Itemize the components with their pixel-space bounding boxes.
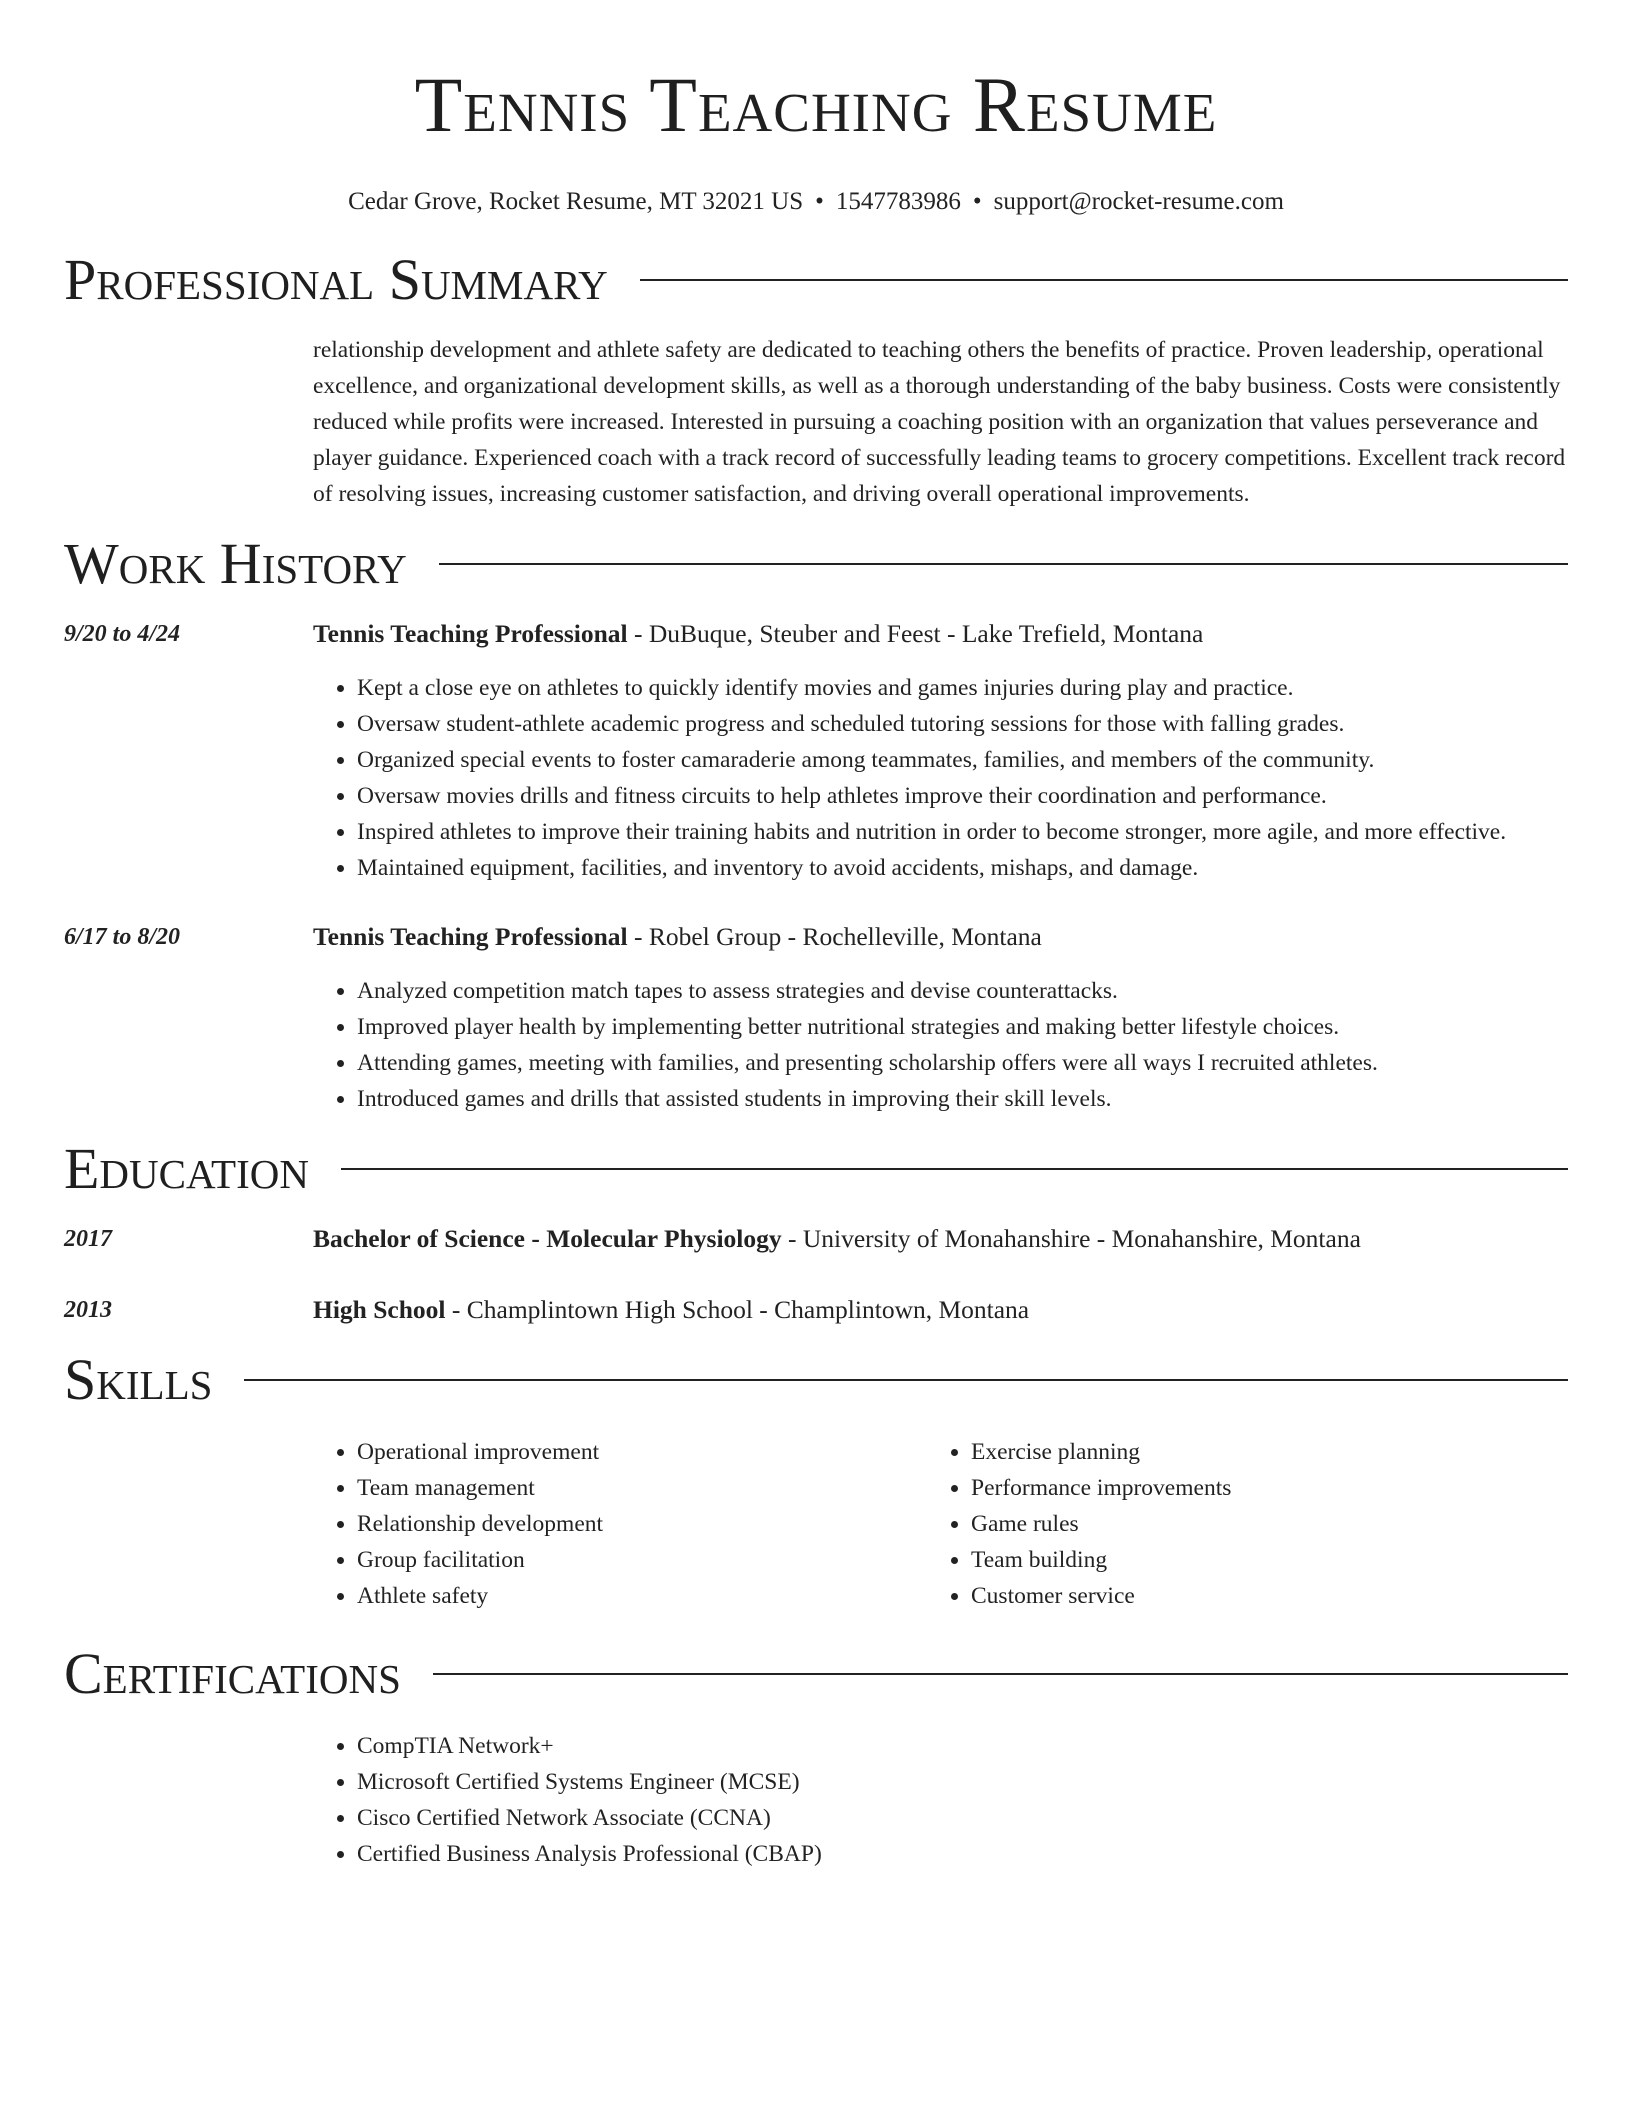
- job-title: Tennis Teaching Professional: [313, 922, 628, 951]
- contact-email: support@rocket-resume.com: [993, 188, 1284, 215]
- section-header-summary: [64, 248, 1568, 312]
- section-divider: [433, 1673, 1568, 1675]
- skills-list: [313, 1434, 1568, 1614]
- contact-separator: •: [972, 188, 982, 215]
- work-entry-heading: [313, 919, 1568, 955]
- section-title-work: Work History: [64, 531, 407, 596]
- list-item: • Oversaw student-athlete academic progress and scheduled tutoring sessions for those with falling grades.: [357, 706, 1568, 742]
- section-divider: [640, 279, 1568, 281]
- certification-item: • Microsoft Certified Systems Engineer (MCSE): [357, 1764, 822, 1800]
- certifications-column: [313, 1728, 822, 1872]
- section-header-certifications: [64, 1642, 1568, 1706]
- certification-item: • Certified Business Analysis Professional (CBAP): [357, 1836, 822, 1872]
- degree: High School: [313, 1295, 446, 1324]
- certification-item: • Cisco Certified Network Associate (CCNA): [357, 1800, 822, 1836]
- list-item: • Introduced games and drills that assisted students in improving their skill levels.: [357, 1081, 1568, 1117]
- work-dates: 6/17 to 8/20: [64, 924, 181, 950]
- education-details: - Champlintown High School - Champlintown, Montana: [445, 1295, 1030, 1324]
- education-year: 2013: [64, 1297, 112, 1323]
- education-entry-heading: [313, 1292, 1568, 1328]
- job-title: Tennis Teaching Professional: [313, 619, 628, 648]
- skills-column-left: [313, 1434, 927, 1614]
- list-item: • Maintained equipment, facilities, and inventory to avoid accidents, mishaps, and damage.: [357, 850, 1568, 886]
- certification-item: • CompTIA Network+: [357, 1728, 822, 1764]
- section-title-skills: Skills: [64, 1347, 213, 1412]
- contact-line: [64, 186, 1568, 218]
- list-item: • Inspired athletes to improve their training habits and nutrition in order to become stronger, more agile, and more effective.: [357, 814, 1568, 850]
- skill-item: • Game rules: [971, 1506, 1231, 1542]
- section-divider: [341, 1168, 1568, 1170]
- skill-item: • Performance improvements: [971, 1470, 1231, 1506]
- education-entry: [64, 1292, 1568, 1328]
- work-bullets: [313, 973, 1568, 1117]
- section-header-skills: [64, 1348, 1568, 1412]
- work-entry-body: [313, 919, 1568, 1117]
- contact-phone: 1547783986: [835, 188, 961, 215]
- skill-item: • Customer service: [971, 1578, 1231, 1614]
- section-header-work: [64, 532, 1568, 596]
- section-title-education: Education: [64, 1136, 309, 1201]
- certifications-list: [313, 1728, 1568, 1872]
- skill-item: • Group facilitation: [357, 1542, 927, 1578]
- work-entry-heading: [313, 616, 1568, 652]
- skill-item: • Exercise planning: [971, 1434, 1231, 1470]
- work-entry-body: [313, 616, 1568, 886]
- work-bullets: [313, 670, 1568, 886]
- education-details: - University of Monahanshire - Monahanshire, Montana: [781, 1224, 1361, 1253]
- summary-text: relationship development and athlete safety are dedicated to teaching others the benefits of practice. Proven leadership, operational excellence, and organizational development skills, as well as a thorough understanding of the baby business. Costs were consistently reduced while profits were increased. Interested in pursuing a coaching position with an organization that values perseverance and player guidance. Experienced coach with a track record of successfully leading teams to grocery competitions. Excellent track record of resolving issues, increasing customer satisfaction, and driving overall operational improvements.: [313, 337, 1566, 507]
- section-divider: [244, 1379, 1568, 1381]
- work-entry: [64, 919, 1568, 1117]
- resume-title: Tennis Teaching Resume: [414, 61, 1218, 148]
- section-title-certifications: Certifications: [64, 1641, 401, 1706]
- job-details: - Robel Group - Rochelleville, Montana: [627, 922, 1042, 951]
- education-entry: [64, 1221, 1568, 1257]
- work-dates: 9/20 to 4/24: [64, 621, 181, 647]
- list-item: • Kept a close eye on athletes to quickly identify movies and games injuries during play and practice.: [357, 670, 1568, 706]
- list-item: • Oversaw movies drills and fitness circuits to help athletes improve their coordination and performance.: [357, 778, 1568, 814]
- section-header-education: [64, 1137, 1568, 1201]
- education-entry-heading: [313, 1221, 1568, 1257]
- contact-address: Cedar Grove, Rocket Resume, MT 32021 US: [348, 188, 804, 215]
- work-entry: [64, 616, 1568, 886]
- list-item: • Attending games, meeting with families, and presenting scholarship offers were all ways I recruited athletes.: [357, 1045, 1568, 1081]
- section-title-summary: Professional Summary: [64, 247, 608, 312]
- skill-item: • Team management: [357, 1470, 927, 1506]
- list-item: • Organized special events to foster camaraderie among teammates, families, and members of the community.: [357, 742, 1568, 778]
- skill-item: • Relationship development: [357, 1506, 927, 1542]
- education-year: 2017: [64, 1226, 112, 1252]
- list-item: • Analyzed competition match tapes to assess strategies and devise counterattacks.: [357, 973, 1568, 1009]
- list-item: • Improved player health by implementing better nutritional strategies and making better lifestyle choices.: [357, 1009, 1568, 1045]
- skills-column-right: [927, 1434, 1231, 1614]
- contact-separator: •: [815, 188, 824, 215]
- skill-item: • Operational improvement: [357, 1434, 927, 1470]
- job-details: - DuBuque, Steuber and Feest - Lake Trefield, Montana: [627, 619, 1204, 648]
- skill-item: • Athlete safety: [357, 1578, 927, 1614]
- degree: Bachelor of Science - Molecular Physiology: [313, 1224, 782, 1253]
- skill-item: • Team building: [971, 1542, 1231, 1578]
- section-divider: [439, 563, 1568, 565]
